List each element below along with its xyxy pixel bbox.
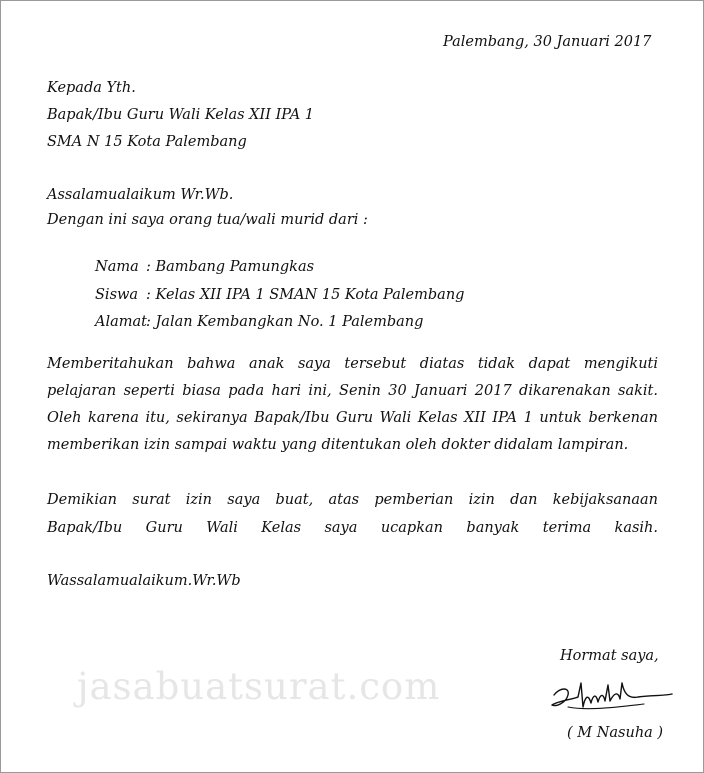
- recipient-line-2: Bapak/Ibu Guru Wali Kelas XII IPA 1: [47, 107, 315, 123]
- student-alamat-row: [95, 312, 423, 332]
- greeting: Assalamualaikum Wr.Wb.: [47, 187, 234, 203]
- student-nama-row: [95, 257, 314, 277]
- body1-line-1: Memberitahukan bahwa anak saya tersebut diatas tidak dapat mengikuti: [47, 356, 658, 372]
- body1-line-3: Oleh karena itu, sekiranya Bapak/Ibu Guru Wali Kelas XII IPA 1 untuk berkenan: [47, 410, 658, 426]
- body1-line-4: memberikan izin sampai waktu yang ditentukan oleh dokter didalam lampiran.: [47, 437, 629, 453]
- nama-value: : Bambang Pamungkas: [146, 259, 315, 275]
- siswa-value: : Kelas XII IPA 1 SMAN 15 Kota Palembang: [146, 287, 465, 303]
- body2-line-2: Bapak/Ibu Guru Wali Kelas saya ucapkan banyak terima kasih.: [47, 520, 658, 536]
- recipient-line-3: SMA N 15 Kota Palembang: [47, 134, 247, 150]
- signer-name: ( M Nasuha ): [567, 725, 664, 741]
- intro-text: Dengan ini saya orang tua/wali murid dari :: [47, 212, 368, 228]
- recipient-line-1: Kepada Yth.: [47, 80, 136, 96]
- nama-label: Nama: [95, 259, 139, 275]
- body2-line-1: Demikian surat izin saya buat, atas pemberian izin dan kebijaksanaan: [47, 492, 658, 508]
- closing-greeting: Wassalamualaikum.Wr.Wb: [47, 573, 241, 589]
- closing-hormat: Hormat saya,: [560, 648, 659, 664]
- watermark-text: jasabuatsurat.com: [77, 665, 441, 708]
- signature-image: [548, 677, 678, 719]
- student-siswa-row: [95, 285, 464, 305]
- place-date: Palembang, 30 Januari 2017: [443, 34, 652, 50]
- alamat-label: Alamat: [95, 314, 147, 330]
- alamat-value: : Jalan Kembangkan No. 1 Palembang: [146, 314, 424, 330]
- siswa-label: Siswa: [95, 287, 139, 303]
- body1-line-2: pelajaran seperti biasa pada hari ini, Senin 30 Januari 2017 dikarenakan sakit.: [47, 383, 658, 399]
